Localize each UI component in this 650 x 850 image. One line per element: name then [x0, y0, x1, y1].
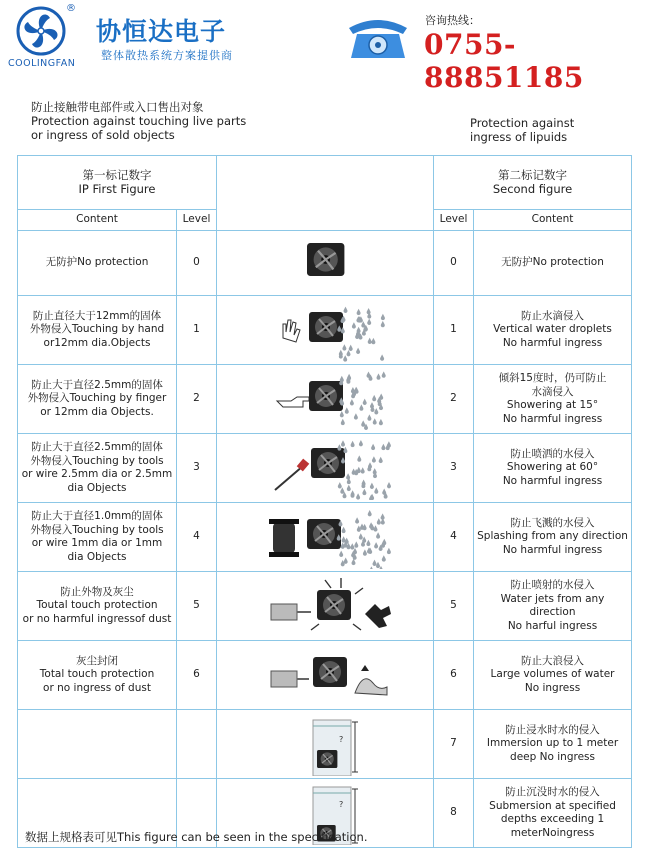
second-figure-title-cn: 第二标记数字: [498, 168, 568, 182]
right-content-cell: [474, 710, 632, 779]
right-content-line: Splashing from any direction: [477, 530, 628, 543]
figure-cell: [217, 434, 434, 503]
left-content-line: 防止大于直径1.0mm的固体: [31, 510, 163, 522]
column-header-level-left: Level: [177, 210, 217, 231]
left-content-cell: [18, 572, 177, 641]
left-content-line: 外物侵入Touching by tools: [30, 454, 164, 467]
immersion-1m-icon: [219, 712, 432, 776]
table-row: [18, 296, 632, 365]
column-header-level-right: Level: [434, 210, 474, 231]
column-header-content-right: Content: [474, 210, 632, 231]
right-content-line: No harful ingress: [507, 619, 598, 632]
first-figure-title-en: IP First Figure: [78, 181, 156, 196]
right-content-line: 倾斜15度时，仍可防止: [498, 372, 607, 384]
figure-cell: [217, 365, 434, 434]
right-content-line: 防止浸水时水的侵入: [505, 723, 600, 736]
left-content-line: dia Objects: [67, 481, 127, 494]
right-content-cell: [474, 572, 632, 641]
table-row: [18, 572, 632, 641]
footer-note: 数据上规格表可见This figure can be seen in the specification.: [25, 830, 368, 844]
right-level-cell: 3: [434, 434, 474, 503]
left-content-cell: [18, 296, 177, 365]
fan-only-icon: [219, 231, 432, 295]
left-content-cell: [18, 365, 177, 434]
tool-and-spray-icon: [219, 436, 432, 500]
intro-right-line: ingress of lipuids: [470, 130, 568, 144]
right-content-line: No harmful ingress: [502, 336, 603, 349]
figure-cell: [217, 710, 434, 779]
hand-and-drops-icon: [219, 298, 432, 362]
left-content-line: 无防护No protection: [45, 256, 149, 269]
left-level-cell: 1: [177, 296, 217, 365]
right-content-line: 防止飞溅的水侵入: [510, 516, 595, 529]
right-content-line: No harmful ingress: [502, 474, 603, 487]
figure-cell: [217, 231, 434, 296]
right-level-cell: 4: [434, 503, 474, 572]
brand-chinese: 协恒达电子: [96, 17, 227, 46]
right-content-line: 无防护No protection: [501, 256, 604, 269]
left-content-line: Toutal touch protection: [36, 599, 158, 612]
first-figure-title-cn: 第一标记数字: [82, 168, 152, 182]
hotline-number[interactable]: 0755-88851185: [424, 28, 584, 94]
right-content-cell: [474, 296, 632, 365]
left-content-line: 外物侵入Touching by finger: [27, 392, 167, 405]
right-content-line: deep No ingress: [510, 750, 595, 763]
right-level-cell: 8: [434, 779, 474, 848]
intro-right-line: Protection against: [470, 116, 575, 130]
figure-cell: [217, 572, 434, 641]
intro-left-line: Protection against touching live parts: [31, 114, 247, 128]
right-content-cell: [474, 779, 632, 848]
second-figure-title-en: Second figure: [492, 181, 573, 196]
left-content-line: dia Objects: [67, 550, 127, 563]
table-row: [18, 641, 632, 710]
right-content-line: 防止沉没时水的侵入: [505, 786, 600, 798]
left-content-line: 防止外物及灰尘: [60, 585, 134, 598]
dust-and-jet-icon: [219, 574, 432, 638]
right-content-cell: [474, 365, 632, 434]
right-content-line: Submersion at specified: [489, 799, 616, 812]
ip-rating-table: [17, 155, 632, 848]
right-content-line: Vertical water droplets: [493, 323, 612, 336]
left-content-line: 防止大于直径2.5mm的固体: [31, 441, 163, 453]
left-content-cell: [18, 231, 177, 296]
dust-and-wave-icon: [219, 643, 432, 707]
hotline-label: 咨询热线：: [425, 14, 480, 27]
left-content-cell: [18, 434, 177, 503]
svg-text:?: ?: [339, 800, 344, 809]
left-content-line: or wire 1mm dia or 1mm: [31, 537, 163, 549]
figure-column-header: [217, 156, 434, 231]
right-content-line: Showering at 15°: [506, 399, 599, 411]
right-content-cell: [474, 231, 632, 296]
registered-mark: ®: [66, 3, 76, 14]
first-figure-header: [18, 156, 217, 210]
left-content-line: Total touch protection: [39, 668, 155, 681]
intro-solid-protection: [31, 100, 246, 142]
right-content-line: No ingress: [524, 681, 581, 694]
left-content-cell: [18, 710, 177, 779]
table-row: [18, 231, 632, 296]
left-content-line: or 12mm dia Objects.: [40, 405, 154, 418]
right-content-line: Water jets from any direction: [500, 592, 605, 618]
left-level-cell: 5: [177, 572, 217, 641]
left-content-line: 防止大于直径2.5mm的固体: [31, 378, 163, 391]
right-content-line: 水滴侵入: [531, 385, 574, 398]
telephone-icon: [343, 14, 413, 60]
right-content-line: meterNoingress: [510, 826, 595, 839]
right-content-line: 防止水滴侵入: [521, 309, 585, 322]
intro-liquid-protection: [470, 116, 574, 144]
column-header-content-left: Content: [18, 210, 177, 231]
table-row: [18, 710, 632, 779]
right-content-line: No harmful ingress: [502, 543, 603, 556]
brand-english: COOLINGFAN: [8, 58, 76, 69]
left-content-line: 外物侵入Touching by hand: [29, 323, 165, 336]
fan-logo-icon: [16, 6, 66, 56]
figure-cell: [217, 641, 434, 710]
figure-cell: [217, 296, 434, 365]
left-level-cell: 4: [177, 503, 217, 572]
right-content-line: 防止喷洒的水侵入: [510, 447, 595, 460]
right-level-cell: 1: [434, 296, 474, 365]
left-level-cell: 6: [177, 641, 217, 710]
left-content-line: or no harmful ingressof dust: [22, 612, 172, 625]
brand-tagline: 整体散热系统方案提供商: [101, 49, 233, 62]
left-content-cell: [18, 503, 177, 572]
table-row: [18, 503, 632, 572]
left-content-line: or wire 2.5mm dia or 2.5mm: [21, 468, 173, 480]
left-content-line: or no ingress of dust: [43, 681, 151, 694]
right-level-cell: 2: [434, 365, 474, 434]
right-content-cell: [474, 434, 632, 503]
left-content-line: or12mm dia.Objects: [43, 336, 151, 349]
right-content-line: No harmful ingress: [502, 412, 603, 425]
table-row: [18, 365, 632, 434]
right-content-line: 防止喷射的水侵入: [510, 579, 595, 591]
table-row: [18, 434, 632, 503]
right-content-line: depths exceeding 1: [500, 813, 605, 825]
right-content-line: Large volumes of water: [490, 668, 615, 681]
finger-and-drops-icon: [219, 367, 432, 431]
right-content-cell: [474, 503, 632, 572]
right-level-cell: 7: [434, 710, 474, 779]
right-content-line: Showering at 60°: [506, 461, 599, 474]
right-level-cell: 0: [434, 231, 474, 296]
left-level-cell: 2: [177, 365, 217, 434]
left-level-cell: [177, 710, 217, 779]
left-level-cell: 3: [177, 434, 217, 503]
right-level-cell: 6: [434, 641, 474, 710]
right-content-line: Immersion up to 1 meter: [486, 737, 619, 750]
right-content-cell: [474, 641, 632, 710]
page-header: [0, 0, 650, 94]
wire-spool-and-splash-icon: [219, 505, 432, 569]
right-content-line: 防止大浪侵入: [521, 654, 585, 667]
figure-cell: [217, 503, 434, 572]
left-content-line: 灰尘封闭: [76, 654, 118, 667]
second-figure-header: [434, 156, 632, 210]
intro-left-line: 防止接触带电部件或入口售出对象: [31, 100, 204, 114]
right-level-cell: 5: [434, 572, 474, 641]
left-content-line: 外物侵入Touching by tools: [30, 523, 164, 536]
left-content-cell: [18, 641, 177, 710]
intro-left-line: or ingress of sold objects: [31, 128, 175, 142]
left-level-cell: 0: [177, 231, 217, 296]
left-content-line: 防止直径大于12mm的固体: [32, 309, 162, 322]
svg-text:?: ?: [339, 735, 344, 744]
